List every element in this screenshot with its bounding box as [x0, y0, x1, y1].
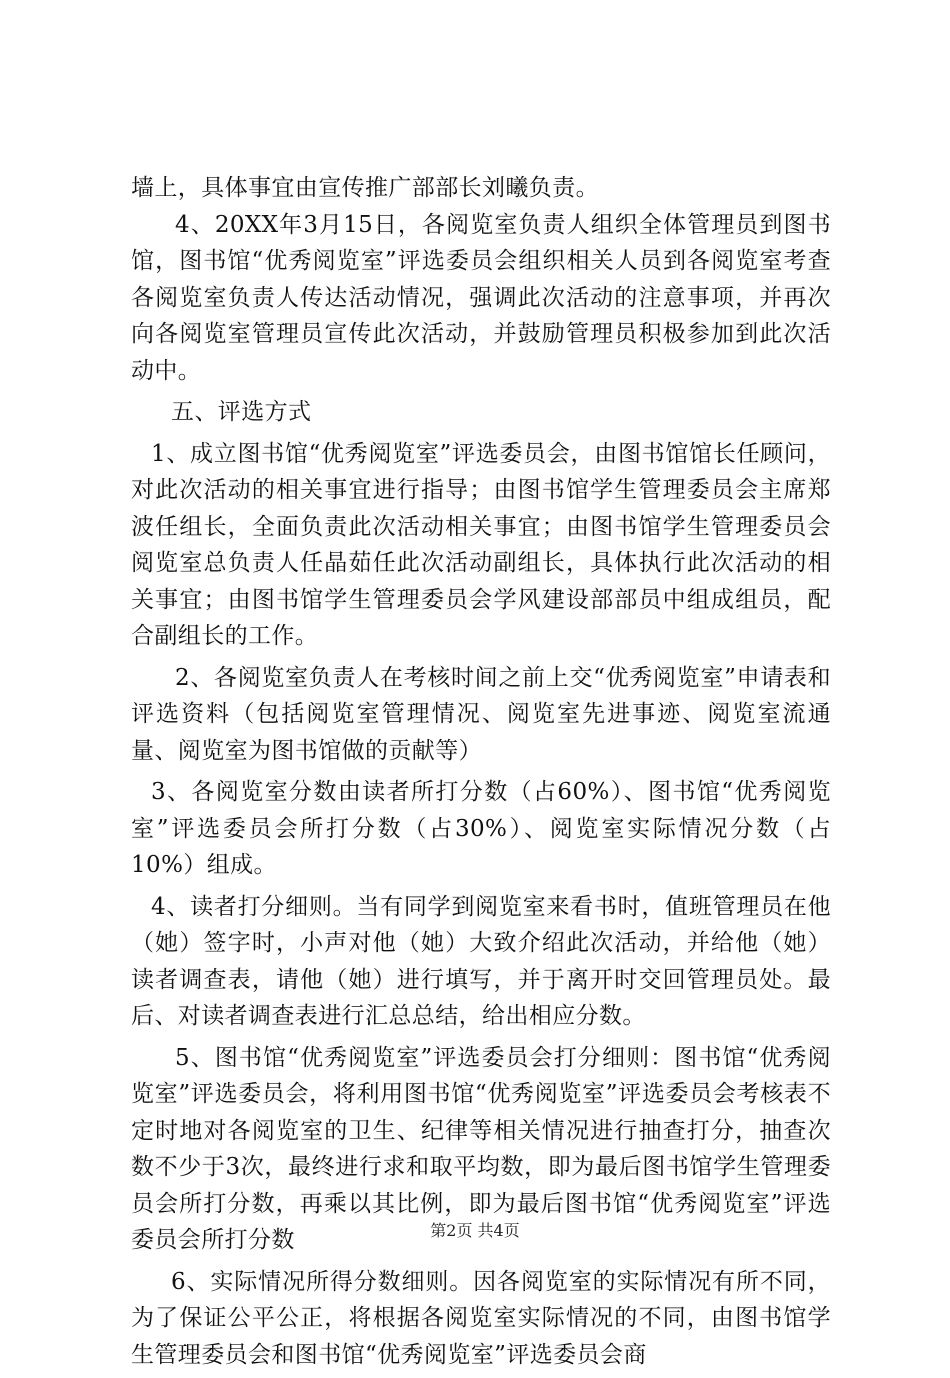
paragraph-item-4-schedule: 4、20XX年3月15日，各阅览室负责人组织全体管理员到图书馆，图书馆“优秀阅览室”评选委员会组织相关人员到各阅览室考查各阅览室负责人传达活动情况，强调此次活动的注意事项，并再次向各阅览室管理员宣传此次活动，并鼓励管理员积极参加到此次活动中。 [131, 211, 831, 384]
document-body [131, 170, 831, 1378]
paragraph-item-1-committee: 1、成立图书馆“优秀阅览室”评选委员会，由图书馆馆长任顾问，对此次活动的相关事宜进行指导；由图书馆学生管理委员会主席郑波任组长，全面负责此次活动相关事宜；由图书馆学生管理委员会阅览室总负责人任晶茹任此次活动副组长，具体执行此次活动的相关事宜；由图书馆学生管理委员会学风建设部部员中组成组员，配合副组长的工作。 [131, 440, 831, 649]
paragraph-item-3-scoring: 3、各阅览室分数由读者所打分数（占60%）、图书馆“优秀阅览室”评选委员会所打分数（占30%）、阅览室实际情况分数（占10%）组成。 [131, 779, 831, 878]
paragraph-continuation: 墙上，具体事宜由宣传推广部部长刘曦负责。 [131, 175, 599, 201]
paragraph-item-4-reader-rules: 4、读者打分细则。当有同学到阅览室来看书时，值班管理员在他（她）签字时，小声对他（她）大致介绍此次活动，并给他（她）读者调查表，请他（她）进行填写，并于离开时交回管理员处。最后、对读者调查表进行汇总总结，给出相应分数。 [131, 893, 831, 1029]
paragraph-item-5-committee-rules: 5、图书馆“优秀阅览室”评选委员会打分细则：图书馆“优秀阅览室”评选委员会，将利用图书馆“优秀阅览室”评选委员会考核表不定时地对各阅览室的卫生、纪律等相关情况进行抽查打分，抽查次数不少于3次，最终进行求和取平均数，即为最后图书馆学生管理委员会所打分数，再乘以其比例，即为最后图书馆“优秀阅览室”评选委员会所打分数 [131, 1044, 831, 1253]
page-footer: 第2页 共4页 [430, 1221, 520, 1240]
section-heading-selection-method: 五、评选方式 [171, 399, 312, 425]
paragraph-item-6-actual-rules: 6、实际情况所得分数细则。因各阅览室的实际情况有所不同，为了保证公平公正，将根据各阅览室实际情况的不同，由图书馆学生管理委员会和图书馆“优秀阅览室”评选委员会商 [131, 1268, 831, 1368]
paragraph-item-2-application: 2、各阅览室负责人在考核时间之前上交“优秀阅览室”申请表和评选资料（包括阅览室管理情况、阅览室先进事迹、阅览室流通量、阅览室为图书馆做的贡献等） [131, 664, 831, 764]
